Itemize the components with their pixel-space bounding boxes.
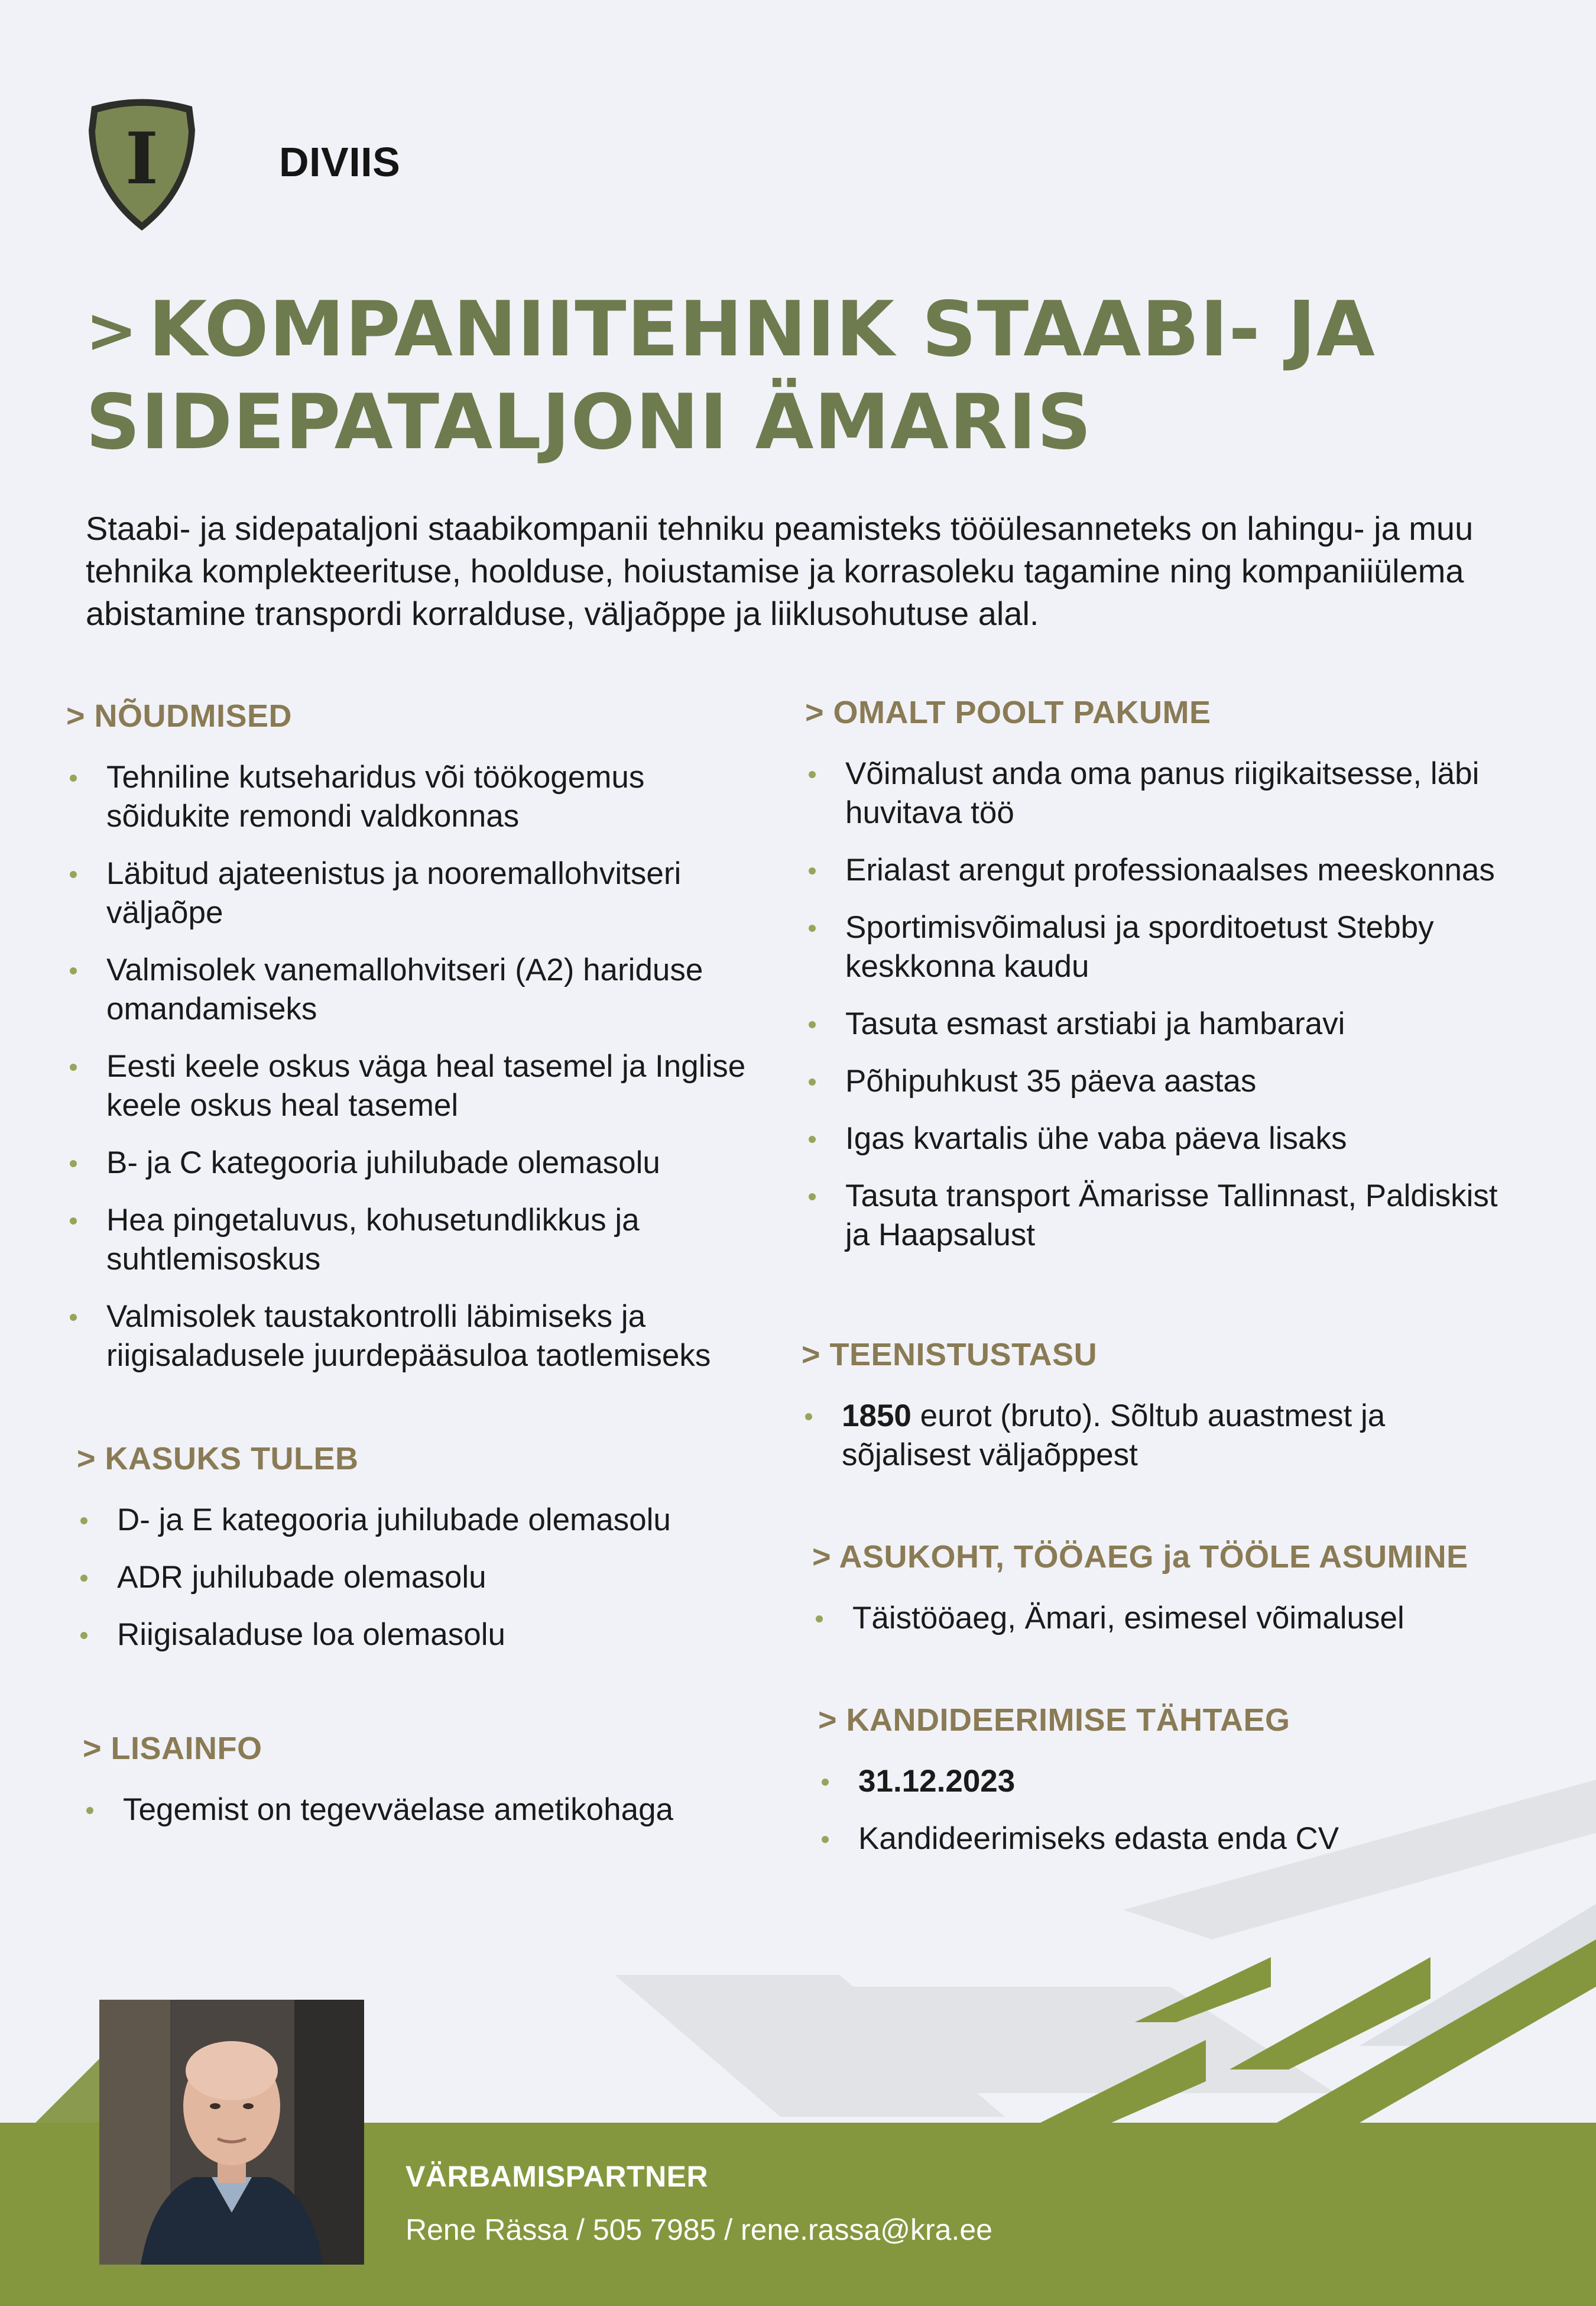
list-item: Valmisolek vanemallohvitseri (A2) hariduse omandamiseks: [66, 951, 764, 1029]
offer-list: [805, 754, 1503, 1255]
deadline-section: [818, 1702, 1527, 1877]
salary-details: eurot (bruto). Sõltub auastmest ja sõjalisest väljaõppest: [842, 1398, 1386, 1472]
division-label: DIVIIS: [279, 139, 401, 185]
offer-heading: > OMALT POOLT PAKUME: [805, 695, 1211, 730]
requirements-list: [66, 758, 764, 1375]
salary-amount: 1850: [842, 1398, 911, 1433]
list-item: Tasuta esmast arstiabi ja hambaravi: [805, 1005, 1503, 1044]
offer-section: [805, 694, 1503, 1273]
salary-item: [802, 1397, 1505, 1475]
advantages-section: [77, 1440, 763, 1673]
location-section: [812, 1539, 1551, 1656]
title-arrow: >: [86, 294, 138, 367]
location-heading: > ASUKOHT, TÖÖAEG ja TÖÖLE ASUMINE: [812, 1539, 1468, 1575]
deadline-heading: > KANDIDEERIMISE TÄHTAEG: [818, 1702, 1290, 1738]
list-item: Põhipuhkust 35 päeva aastas: [805, 1062, 1503, 1101]
location-list: [812, 1599, 1551, 1638]
list-item: Erialast arengut professionaalses meeskonnas: [805, 851, 1503, 890]
recruiter-label: VÄRBAMISPARTNER: [406, 2160, 709, 2193]
list-item: Võimalust anda oma panus riigikaitsesse, läbi huvitava töö: [805, 754, 1503, 833]
extra-info-heading: > LISAINFO: [83, 1731, 262, 1766]
list-item: Tehniline kutseharidus või töökogemus sõidukite remondi valdkonnas: [66, 758, 764, 836]
list-item: Täistööaeg, Ämari, esimesel võimalusel: [812, 1599, 1551, 1638]
salary-heading: > TEENISTUSTASU: [802, 1337, 1098, 1372]
list-item: D- ja E kategooria juhilubade olemasolu: [77, 1501, 763, 1540]
extra-info-section: [83, 1730, 768, 1848]
intro-paragraph: Staabi- ja sidepataljoni staabikompanii tehniku peamisteks tööülesanneteks on lahingu- ja muu tehnika komplekteerituse, hoolduse, hoiustamise ja korrasoleku tagamine ning kompaniiülema abistamine transpordi korralduse, väljaõppe ja liiklusohutuse alal.: [86, 510, 1474, 632]
deadline-date: 31.12.2023: [818, 1762, 1527, 1801]
list-item: B- ja C kategooria juhilubade olemasolu: [66, 1144, 764, 1183]
list-item: ADR juhilubade olemasolu: [77, 1558, 763, 1597]
logo-letter: I: [125, 117, 159, 200]
page-title: [86, 284, 1540, 469]
list-item: Igas kvartalis ühe vaba päeva lisaks: [805, 1119, 1503, 1158]
recruiter-photo: [99, 2000, 364, 2265]
salary-section: [802, 1336, 1505, 1493]
extra-info-list: [83, 1790, 768, 1829]
division-shield-logo: [80, 95, 204, 237]
list-item: Tasuta transport Ämarisse Tallinnast, Paldiskist ja Haapsalust: [805, 1177, 1503, 1255]
list-item: Tegemist on tegevväelase ametikohaga: [83, 1790, 768, 1829]
list-item: Sportimisvõimalusi ja sporditoetust Stebby keskkonna kaudu: [805, 908, 1503, 986]
advantages-heading: > KASUKS TULEB: [77, 1441, 359, 1476]
title-line-1: KOMPANIITEHNIK STAABI- JA: [148, 286, 1376, 374]
recruiter-portrait: [99, 2000, 364, 2265]
list-item: Hea pingetaluvus, kohusetundlikkus ja suhtlemisoskus: [66, 1201, 764, 1279]
requirements-heading: > NÕUDMISED: [66, 698, 293, 734]
list-item: Eesti keele oskus väga heal tasemel ja Inglise keele oskus heal tasemel: [66, 1047, 764, 1125]
recruiter-contact: Rene Rässa / 505 7985 / rene.rassa@kra.ee: [406, 2213, 992, 2246]
list-item: Läbitud ajateenistus ja nooremallohvitseri väljaõpe: [66, 854, 764, 932]
salary-list: [802, 1397, 1505, 1475]
list-item: Valmisolek taustakontrolli läbimiseks ja riigisaladusele juurdepääsuloa taotlemiseks: [66, 1297, 764, 1375]
requirements-section: [66, 698, 764, 1394]
advantages-list: [77, 1501, 763, 1654]
deadline-note: Kandideerimiseks edasta enda CV: [818, 1819, 1527, 1858]
deadline-list: [818, 1762, 1527, 1858]
list-item: Riigisaladuse loa olemasolu: [77, 1615, 763, 1654]
title-line-2: SIDEPATALJONI ÄMARIS: [86, 378, 1092, 467]
